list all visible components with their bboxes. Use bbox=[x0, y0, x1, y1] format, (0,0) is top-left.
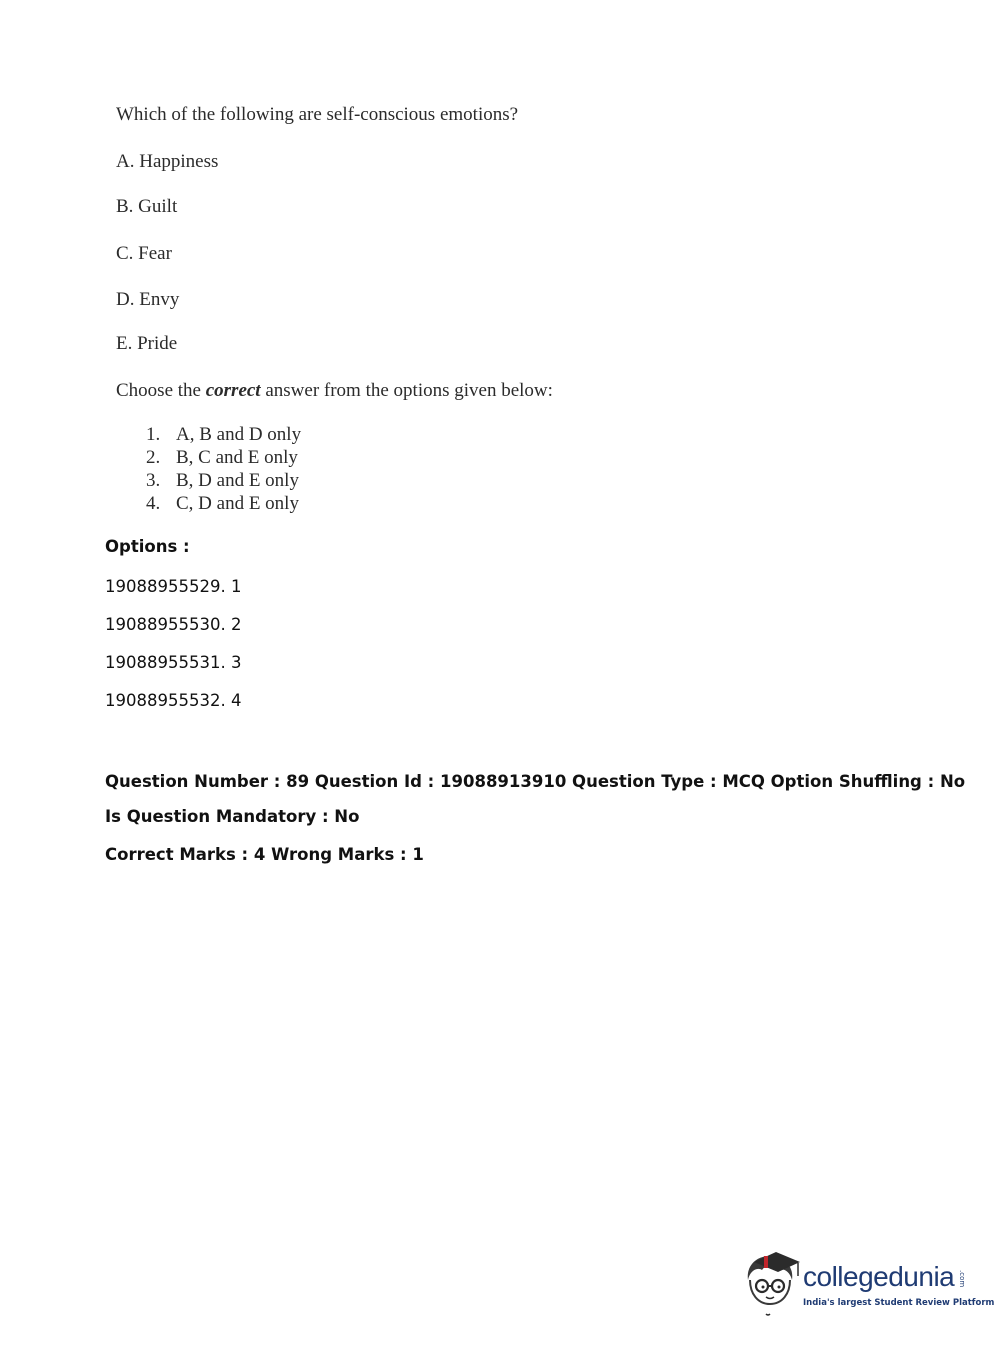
answer-choice bbox=[146, 469, 301, 492]
logo-wordmark: collegedunia bbox=[803, 1261, 955, 1292]
answer-choice-number: 1. bbox=[146, 424, 161, 445]
answer-choice-text: C, D and E only bbox=[176, 493, 299, 514]
option-item: 19088955529. 1 bbox=[105, 577, 242, 596]
answer-choice-text: B, D and E only bbox=[176, 470, 299, 491]
instruction-text-end: answer from the options given below: bbox=[260, 380, 553, 401]
option-item: 19088955532. 4 bbox=[105, 691, 242, 710]
answer-instruction bbox=[116, 380, 553, 402]
answer-choice bbox=[146, 492, 301, 515]
statement-e: E. Pride bbox=[116, 333, 178, 354]
answer-choice-number: 4. bbox=[146, 493, 161, 514]
collegedunia-logo bbox=[740, 1250, 995, 1320]
option-item: 19088955530. 2 bbox=[105, 615, 242, 634]
mandatory-line: Is Question Mandatory : No bbox=[105, 807, 360, 826]
statement-a: A. Happiness bbox=[116, 151, 219, 172]
statement-d: D. Envy bbox=[116, 289, 180, 310]
answer-choice-number: 2. bbox=[146, 447, 161, 468]
answer-choice bbox=[146, 446, 301, 469]
answer-choice-text: B, C and E only bbox=[176, 447, 298, 468]
statement-b: B. Guilt bbox=[116, 196, 178, 217]
answer-choice bbox=[146, 423, 301, 446]
option-item: 19088955531. 3 bbox=[105, 653, 242, 672]
statement-c: C. Fear bbox=[116, 243, 172, 264]
instruction-emphasis: correct bbox=[205, 380, 261, 401]
answer-choice-text: A, B and D only bbox=[176, 424, 302, 445]
instruction-text: Choose the bbox=[116, 380, 206, 401]
answer-choice-number: 3. bbox=[146, 470, 161, 491]
logo-tagline: India's largest Student Review Platform bbox=[803, 1298, 995, 1308]
answer-choice-list bbox=[146, 423, 301, 515]
question-stem: Which of the following are self-conscious emotions? bbox=[116, 104, 519, 125]
mascot-icon bbox=[740, 1250, 802, 1320]
question-number-line: Question Number : 89 Question Id : 19088913910 Question Type : MCQ Option Shuffling : No bbox=[105, 772, 966, 791]
options-heading: Options : bbox=[105, 537, 190, 556]
logo-dotcom: .com bbox=[958, 1270, 966, 1288]
marks-line: Correct Marks : 4 Wrong Marks : 1 bbox=[105, 845, 424, 864]
